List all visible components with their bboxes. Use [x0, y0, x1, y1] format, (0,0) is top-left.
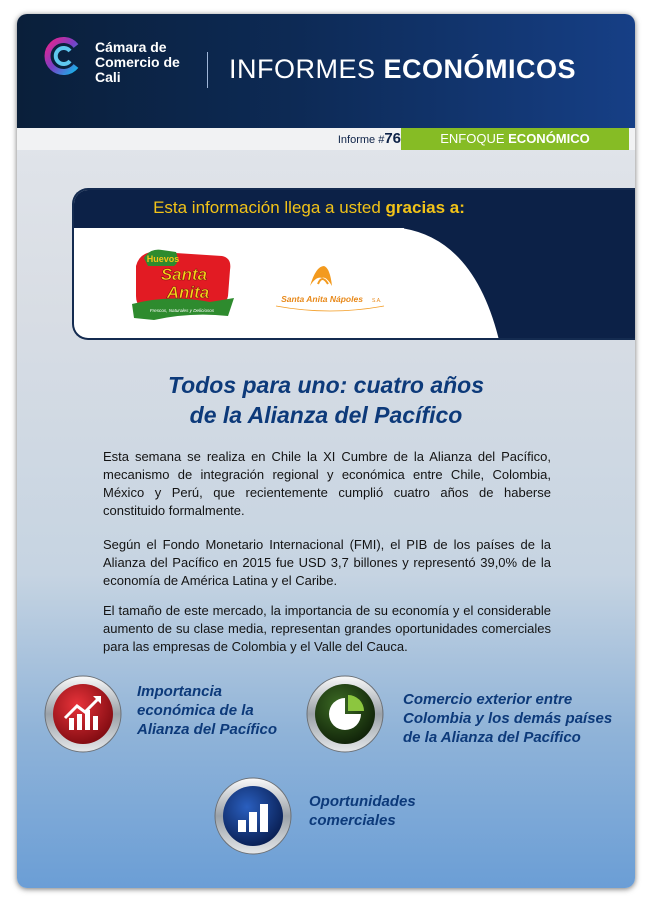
section-oportunidades-label[interactable]: [309, 792, 416, 830]
article-paragraph-2: Según el Fondo Monetario Internacional (FMI), el PIB de los países de la Alianza del Pacífico en 2015 fue USD 3,7 billones y representó 39,0% de la economía de América Latina y el Caribe.: [103, 537, 551, 588]
org-name-line2: Comercio de: [95, 54, 180, 70]
section-light: ENFOQUE: [440, 131, 505, 146]
bar-chart-icon: [213, 776, 293, 856]
sponsor-box: [72, 188, 635, 340]
bar-growth-icon: [43, 674, 123, 754]
article-title-line1: Todos para uno: cuatro años: [167, 372, 485, 398]
sponsor-text: Esta información llega a usted: [153, 198, 381, 217]
header-divider: [207, 52, 208, 88]
logo1-line1: Huevos: [146, 254, 180, 264]
sponsor-heading: [74, 198, 544, 218]
logo1-tagline: Frescos, Naturales y Deliciosos: [149, 308, 215, 313]
section1-line1: Importancia: [137, 683, 223, 700]
page-frame: [17, 14, 635, 888]
article-title-line2: de la Alianza del Pacífico: [189, 402, 463, 428]
issue-label: Informe #: [337, 134, 385, 146]
section1-line2: económica de la: [137, 702, 254, 719]
section2-line3: de la Alianza del Pacífico: [403, 729, 581, 746]
section-comercio-label[interactable]: [403, 690, 612, 747]
issue-number: [309, 128, 401, 150]
section-bold: ECONÓMICO: [508, 131, 590, 146]
page-title: [229, 54, 576, 85]
logo2-name: Santa Anita Nápoles: [281, 294, 363, 304]
section3-line1: Oportunidades: [309, 793, 416, 810]
section3-line2: comerciales: [309, 812, 396, 829]
pie-chart-icon: [305, 674, 385, 754]
section-importancia-label[interactable]: [137, 682, 277, 739]
org-name-line1: Cámara de: [95, 39, 167, 55]
org-name-line3: Cali: [95, 69, 121, 85]
ccc-logo-icon: [43, 36, 83, 76]
section-badge: [401, 128, 629, 150]
issue-value: 76: [384, 130, 401, 147]
section-importancia-button[interactable]: [43, 674, 123, 754]
article-paragraph-1: Esta semana se realiza en Chile la XI Cumbre de la Alianza del Pacífico, mecanismo de integración regional y económica entre Chile, Colombia, México y Perú, que recientemente cumplió cuatro años de haberse constituido formalmente.: [103, 449, 551, 518]
sponsor-text-bold: gracias a:: [385, 198, 465, 217]
section-comercio-button[interactable]: [305, 674, 385, 754]
article-paragraph-3: El tamaño de este mercado, la importancia de su economía y el considerable aumento de su clase media, representan grandes oportunidades comerciales para las empresas de Colombia y el Valle del Cauca.: [103, 603, 551, 654]
logo1-line3: Anita: [166, 283, 210, 302]
logo2-suffix: S.A.: [372, 298, 382, 304]
section2-line1: Comercio exterior entre: [403, 691, 573, 708]
section2-line2: Colombia y los demás países: [403, 710, 613, 727]
santa-anita-napoles-logo: [270, 262, 390, 314]
section-oportunidades-button[interactable]: [213, 776, 293, 856]
title-bold: ECONÓMICOS: [383, 54, 577, 84]
section1-line3: Alianza del Pacífico: [137, 721, 278, 738]
huevos-santa-anita-logo: [130, 246, 236, 322]
title-light: INFORMES: [229, 54, 376, 84]
logo1-line2: Santa: [160, 265, 208, 284]
article-title: [17, 370, 635, 430]
org-name: [95, 40, 205, 85]
